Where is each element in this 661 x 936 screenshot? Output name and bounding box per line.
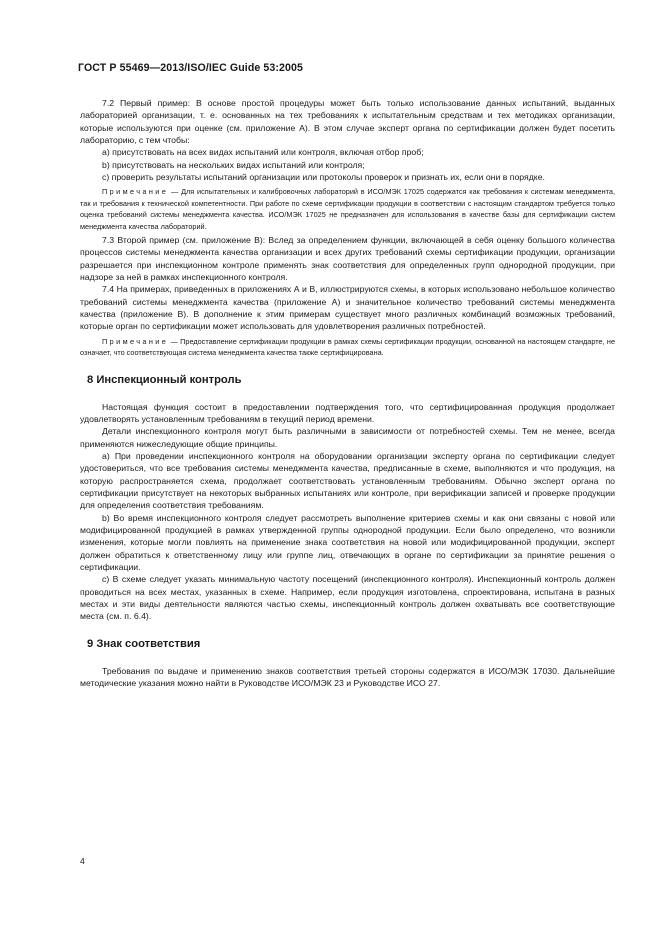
clause-7-2-paragraph: 7.2 Первый пример: В основе простой процедуры может быть только использование данных испытаний, выданных лабораторией организации, т. е. основанных на тех требованиях к испытательным средствам и тех методиках организации, которые используются при оценке (см. приложение А). В этом случае эксперт органа по сертификации должен будет посетить лабораторию, с тем чтобы: <box>80 98 615 146</box>
clause-7-2-item-c: c) проверить результаты испытаний организации или протоколы проверок и признать их, если они в порядке. <box>102 172 545 183</box>
document-header: ГОСТ Р 55469—2013/ISO/IEC Guide 53:2005 <box>78 62 304 74</box>
note-2 <box>80 336 615 359</box>
note-1-label: Примечание <box>102 187 169 197</box>
section-9-paragraph-1: Требования по выдаче и применению знаков соответствия третьей стороны содержатся в ИСО/МЭК 17030. Дальнейшие методические указания можно найти в Руководстве ИСО/МЭК 23 и Руководстве ИСО 27. <box>80 665 615 689</box>
clause-7-4-paragraph: 7.4 На примерах, приведенных в приложениях А и В, иллюстрируются схемы, в которых использовано небольшое количество требований системы менеджмента качества (приложение А) и значительное количество требований системы менеджмента качества (приложение В). В дополнение к этим примерам существует много различных комбинаций возможных требований, которые орган по сертификации может использовать для удовлетворения различных потребностей. <box>80 284 615 332</box>
clause-7-3-paragraph: 7.3 Второй пример (см. приложение В): Вслед за определением функции, включающей в себя оценку большого количества процессов системы менеджмента качества организации и всех других требований схемы сертификации продукции, организации разрешается при инспекционном контроле применять знак соответствия для определенных групп однородной продукции, при надзоре за ней в рамках инспекционного контроля. <box>80 235 615 283</box>
page-number: 4 <box>80 856 85 866</box>
page-content <box>80 97 615 689</box>
section-8-paragraph-2: Детали инспекционного контроля могут быть различными в зависимости от потребностей схемы. Тем не менее, всегда применяются нижеследующие общие принципы. <box>80 426 615 449</box>
section-8-item-b: b) Во время инспекционного контроля следует рассмотреть выполнение критериев схемы и как они связаны с новой или модифицированной продукцией в рамках утвержденной группы однородной продукции. Если было определено, что возникли изменения, которые могли повлиять на применение знака соответствия на новой или модифицированной продукции, эксперт должен обратиться к ответственному лицу или группе лиц, отвечающих в органе по сертификации за принятие решения о сертификации. <box>80 512 615 573</box>
section-8-paragraph-1: Настоящая функция состоит в предоставлении подтверждения того, что сертифицированная продукция продолжает удовлетворять установленным требованиям в текущий период времени. <box>80 401 615 424</box>
note-2-text: — Предоставление сертификации продукции в рамках схемы сертификации продукции, основанной на настоящем стандарте, не означает, что соответствующая система менеджмента качества также сертифицирована. <box>80 336 615 358</box>
section-8-item-c: c) В схеме следует указать минимальную частоту посещений (инспекционного контроля). Инспекционный контроль должен проводиться на всех местах, указанных в схеме. Например, если продукция изготовлена, спроектирована, испытана в разных местах и эти виды деятельности являются частью схемы, инспекционный контроль должен охватывать все соответствующие места (см. п. 6.4). <box>80 574 615 622</box>
note-2-label: Примечание <box>102 336 169 346</box>
note-1-text: — Для испытательных и калибровочных лабораторий в ИСО/МЭК 17025 содержатся как требования к системам менеджмента, так и требования к технической компетентности. При работе по схеме сертификации продукции в соответствии с настоящим стандартом требуется только оценка требований системы менеджмента качества. ИСО/МЭК 17025 не предназначен для использования в качестве базы для сертификации систем менеджмента качества лабораторий. <box>80 187 615 231</box>
clause-7-2-item-b: b) присутствовать на нескольких видах испытаний или контроля; <box>102 159 365 170</box>
note-1 <box>80 186 615 232</box>
section-8-item-a: а) При проведении инспекционного контроля на оборудовании организации эксперту органа по сертификации следует удостовериться, что все требования системы менеджмента качества, предписанные в схеме, выполняются и что продукция, на которую распространяется схема, продолжает соответствовать установленным требованиям. Обычно эксперт органа по сертификации присутствует на некоторых выбранных испытаниях или контроле, при верификации записей и проверке продукции для определения соответствия требованиям. <box>80 450 615 511</box>
section-9-heading: 9 Знак соответствия <box>87 637 201 650</box>
clause-7-2-item-a: a) присутствовать на всех видах испытаний или контроля, включая отбор проб; <box>102 147 424 158</box>
section-8-heading: 8 Инспекционный контроль <box>87 373 242 386</box>
